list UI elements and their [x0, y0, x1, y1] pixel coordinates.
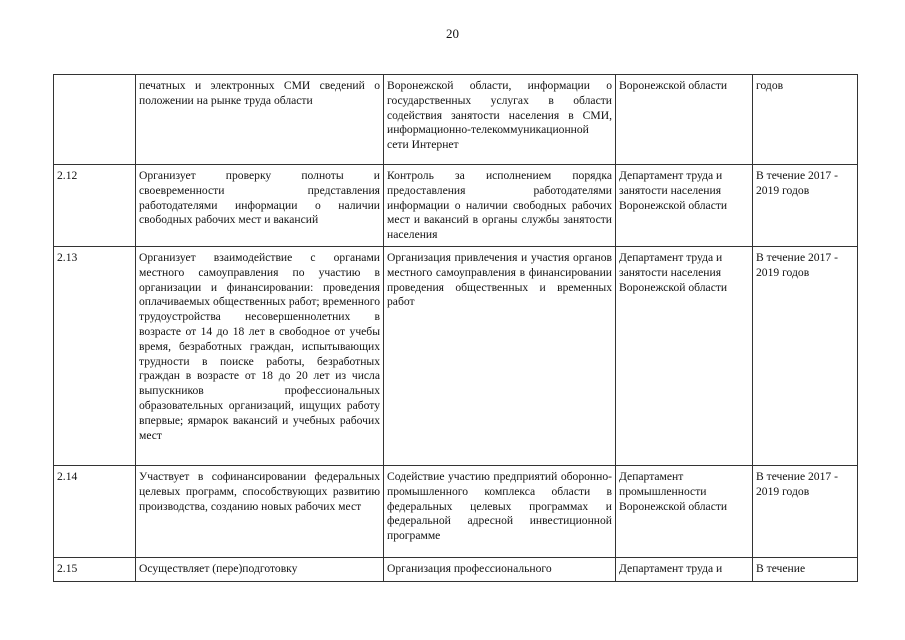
row-number-cell: [54, 75, 136, 165]
executor-cell: Департамент труда и: [616, 557, 753, 581]
executor-cell: Департамент труда и занятости населения Воронежской области: [616, 246, 753, 465]
result-cell: Контроль за исполнением порядка предоставления работодателями информации о наличии свободных рабочих мест и вакансий в органы службы занятости населения: [384, 165, 616, 247]
action-cell: Организует проверку полноты и своевременности представления работодателями информации о наличии свободных рабочих мест и вакансий: [136, 165, 384, 247]
table-row: [54, 246, 858, 465]
table-row: [54, 465, 858, 557]
table-row: [54, 75, 858, 165]
page-number: 20: [446, 26, 459, 41]
action-cell: Организует взаимодействие с органами местного самоуправления по участию в организации и финансировании: проведения оплачиваемых общественных работ; временного трудоустройства несовершеннолетних в возрасте от 14 до 18 лет в свободное от учебы время, безработных граждан, испытывающих трудности в поиске работы, безработных граждан в возрасте от 18 до 20 лет из числа выпускников профессиональных образовательных организаций, ищущих работу впервые; ярмарок вакансий и учебных рабочих мест: [136, 246, 384, 465]
executor-cell: Департамент промышленности Воронежской области: [616, 465, 753, 557]
executor-cell: Департамент труда и занятости населения Воронежской области: [616, 165, 753, 247]
table-row: [54, 165, 858, 247]
term-cell: В течение 2017 - 2019 годов: [753, 465, 858, 557]
term-cell: В течение 2017 - 2019 годов: [753, 165, 858, 247]
action-cell: Участвует в софинансировании федеральных целевых программ, способствующих развитию производства, созданию новых рабочих мест: [136, 465, 384, 557]
table-row: [54, 557, 858, 581]
row-number-cell: 2.13: [54, 246, 136, 465]
result-cell: Воронежской области, информации о государственных услугах в области содействия занятости населения в СМИ, информационно-телекоммуникационной сети Интернет: [384, 75, 616, 165]
result-cell: Организация профессионального: [384, 557, 616, 581]
action-cell: печатных и электронных СМИ сведений о положении на рынке труда области: [136, 75, 384, 165]
term-cell: В течение: [753, 557, 858, 581]
term-cell: В течение 2017 - 2019 годов: [753, 246, 858, 465]
result-cell: Организация привлечения и участия органов местного самоуправления в финансировании проведения общественных и временных работ: [384, 246, 616, 465]
term-cell: годов: [753, 75, 858, 165]
result-cell: Содействие участию предприятий оборонно-промышленного комплекса области в федеральных целевых программах и федеральной адресной инвестиционной программе: [384, 465, 616, 557]
row-number-cell: 2.14: [54, 465, 136, 557]
row-number-cell: 2.15: [54, 557, 136, 581]
executor-cell: Воронежской области: [616, 75, 753, 165]
measures-table: [53, 74, 858, 582]
row-number-cell: 2.12: [54, 165, 136, 247]
action-cell: Осуществляет (пере)подготовку: [136, 557, 384, 581]
